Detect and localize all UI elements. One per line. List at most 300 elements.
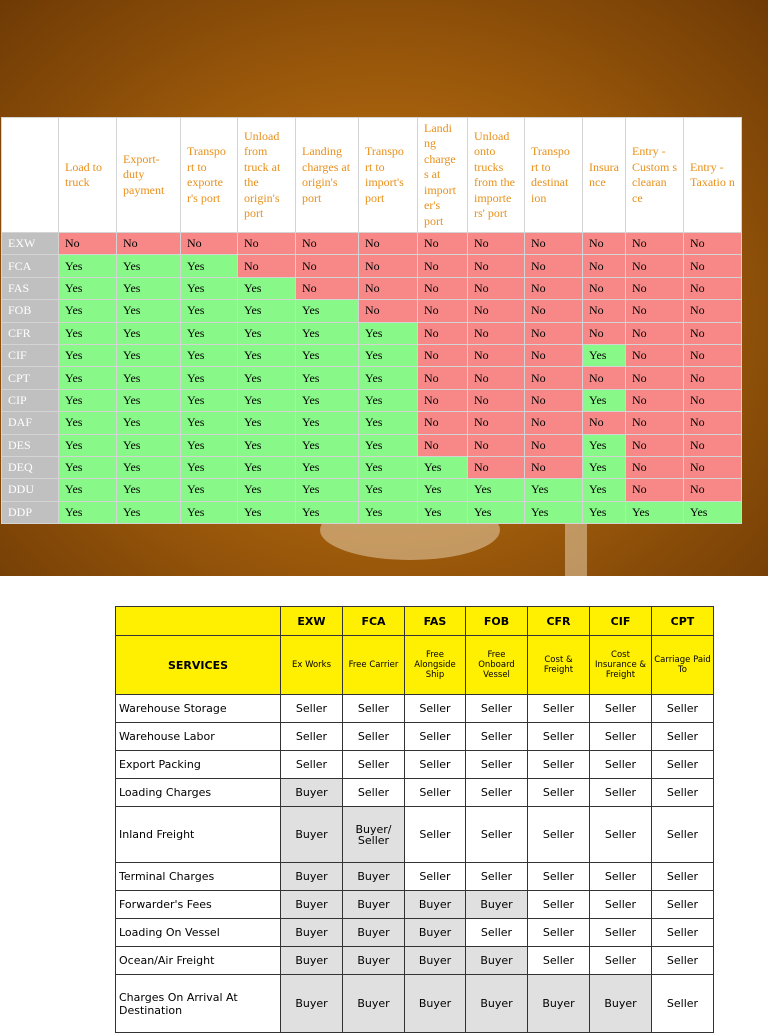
responsibility-cell: No [181, 233, 238, 255]
responsibility-cell: Buyer [343, 919, 405, 947]
responsibility-cell: Yes [418, 501, 468, 523]
column-header: Landing charges at origin's port [296, 118, 359, 233]
service-row [116, 947, 714, 975]
term-name-header: Free Onboard Vessel [466, 636, 528, 695]
responsibility-cell: Seller [590, 919, 652, 947]
service-name: Terminal Charges [116, 863, 281, 891]
responsibility-cell: Yes [238, 479, 296, 501]
column-header: Transpo rt to destinat ion [525, 118, 583, 233]
responsibility-cell: Buyer [281, 807, 343, 863]
responsibility-cell: Buyer [281, 947, 343, 975]
responsibility-cell: Buyer [343, 947, 405, 975]
responsibility-cell: No [418, 344, 468, 366]
term-name-header: Ex Works [281, 636, 343, 695]
responsibility-cell: Seller [343, 779, 405, 807]
services-code-row [116, 607, 714, 636]
responsibility-cell: Seller [652, 947, 714, 975]
responsibility-cell: Yes [59, 277, 117, 299]
responsibility-cell: No [626, 322, 684, 344]
responsibility-cell: No [525, 367, 583, 389]
term-code: CFR [2, 322, 59, 344]
responsibility-cell: No [418, 367, 468, 389]
service-row [116, 919, 714, 947]
responsibility-cell: Seller [652, 891, 714, 919]
responsibility-cell: No [59, 233, 117, 255]
responsibility-cell: No [359, 255, 418, 277]
responsibility-cell: Seller [652, 779, 714, 807]
responsibility-cell: No [468, 434, 525, 456]
responsibility-cell: No [525, 412, 583, 434]
term-row [2, 389, 742, 411]
term-row [2, 322, 742, 344]
service-name: Inland Freight [116, 807, 281, 863]
term-code: DDP [2, 501, 59, 523]
responsibility-cell: Yes [583, 479, 626, 501]
responsibility-cell: Seller [343, 695, 405, 723]
column-header: Load to truck [59, 118, 117, 233]
responsibility-cell: Yes [359, 434, 418, 456]
responsibility-cell: Yes [583, 501, 626, 523]
responsibility-cell: Seller [590, 947, 652, 975]
responsibility-cell: Buyer [466, 947, 528, 975]
responsibility-cell: Yes [59, 412, 117, 434]
responsibility-cell: Yes [181, 412, 238, 434]
responsibility-cell: Seller [652, 807, 714, 863]
responsibility-cell: Seller [405, 863, 466, 891]
responsibility-cell: No [238, 233, 296, 255]
responsibility-cell: Yes [296, 456, 359, 478]
responsibility-cell: Yes [181, 367, 238, 389]
term-row [2, 277, 742, 299]
responsibility-cell: Yes [296, 300, 359, 322]
responsibility-cell: Buyer [343, 891, 405, 919]
responsibility-cell: Seller [652, 723, 714, 751]
responsibility-cell: Buyer [281, 779, 343, 807]
responsibility-cell: Yes [181, 255, 238, 277]
responsibility-cell: Yes [359, 322, 418, 344]
responsibility-cell: No [525, 322, 583, 344]
responsibility-cell: No [684, 389, 742, 411]
responsibility-cell: Yes [117, 322, 181, 344]
responsibility-cell: Yes [238, 456, 296, 478]
responsibility-cell: No [583, 255, 626, 277]
responsibility-cell: Seller [590, 891, 652, 919]
service-name: Warehouse Labor [116, 723, 281, 751]
responsibility-cell: No [525, 389, 583, 411]
responsibility-cell: Yes [117, 300, 181, 322]
responsibility-cell: No [468, 344, 525, 366]
responsibility-cell: Yes [238, 412, 296, 434]
term-row [2, 434, 742, 456]
responsibility-cell: Seller [590, 863, 652, 891]
responsibility-cell: Seller [528, 947, 590, 975]
term-row [2, 367, 742, 389]
responsibility-cell: No [583, 277, 626, 299]
responsibility-cell: No [468, 300, 525, 322]
responsibility-cell: No [359, 233, 418, 255]
responsibility-cell: No [525, 456, 583, 478]
responsibility-cell: No [359, 300, 418, 322]
responsibility-cell: Seller [466, 863, 528, 891]
responsibility-cell: Seller [466, 695, 528, 723]
service-name: Ocean/Air Freight [116, 947, 281, 975]
responsibility-cell: No [525, 434, 583, 456]
service-name: Forwarder's Fees [116, 891, 281, 919]
responsibility-cell: Buyer [281, 975, 343, 1033]
responsibility-cell: No [525, 233, 583, 255]
responsibility-cell: Yes [296, 434, 359, 456]
service-row [116, 751, 714, 779]
responsibility-cell: No [525, 255, 583, 277]
responsibility-cell: Seller [652, 863, 714, 891]
responsibility-cell: Seller [652, 751, 714, 779]
term-row [2, 456, 742, 478]
responsibility-cell: Seller [466, 807, 528, 863]
responsibility-cell: Seller [652, 975, 714, 1033]
responsibility-cell: Yes [181, 344, 238, 366]
responsibility-cell: Yes [418, 456, 468, 478]
responsibility-cell: No [626, 255, 684, 277]
services-name-row [116, 636, 714, 695]
responsibility-cell: Yes [359, 456, 418, 478]
responsibility-cell: No [525, 344, 583, 366]
responsibility-cell: No [583, 233, 626, 255]
responsibility-cell: No [583, 367, 626, 389]
term-code: DAF [2, 412, 59, 434]
term-name-header: Carriage Paid To [652, 636, 714, 695]
column-header: Unload onto trucks from the importe rs' port [468, 118, 525, 233]
responsibility-cell: Yes [468, 501, 525, 523]
service-name: Export Packing [116, 751, 281, 779]
service-row [116, 807, 714, 863]
responsibility-cell: Yes [181, 322, 238, 344]
responsibility-cell: Yes [181, 479, 238, 501]
responsibility-cell: Seller [528, 779, 590, 807]
responsibility-cell: No [238, 255, 296, 277]
responsibility-cell: No [684, 344, 742, 366]
responsibility-cell: Seller [528, 863, 590, 891]
responsibility-cell: Yes [583, 434, 626, 456]
responsibility-cell: No [418, 277, 468, 299]
term-code: EXW [2, 233, 59, 255]
term-code: FAS [2, 277, 59, 299]
responsibility-cell: No [626, 277, 684, 299]
responsibility-cell: Seller [528, 751, 590, 779]
responsibility-cell: Yes [117, 389, 181, 411]
responsibility-cell: No [583, 412, 626, 434]
responsibility-cell: Buyer [281, 863, 343, 891]
responsibility-cell: Buyer [281, 891, 343, 919]
responsibility-cell: Yes [238, 344, 296, 366]
responsibility-cell: Yes [359, 412, 418, 434]
responsibility-cell: Seller [590, 723, 652, 751]
service-name: Loading On Vessel [116, 919, 281, 947]
responsibility-cell: No [296, 277, 359, 299]
responsibility-cell: Yes [59, 367, 117, 389]
responsibility-cell: Seller [466, 723, 528, 751]
responsibility-cell: No [626, 300, 684, 322]
responsibility-cell: Yes [117, 255, 181, 277]
term-code-header: FOB [466, 607, 528, 636]
column-header: Landi ng charge s at import er's port [418, 118, 468, 233]
responsibility-cell: Yes [296, 322, 359, 344]
term-name-header: Free Carrier [343, 636, 405, 695]
responsibility-cell: No [626, 412, 684, 434]
responsibility-cell: Buyer [528, 975, 590, 1033]
responsibility-cell: No [684, 367, 742, 389]
term-row [2, 479, 742, 501]
responsibility-cell: Yes [296, 501, 359, 523]
responsibility-cell: Yes [296, 367, 359, 389]
responsibility-cell: Seller [652, 695, 714, 723]
services-corner-cell [116, 607, 281, 636]
responsibility-cell: No [525, 300, 583, 322]
term-code: DEQ [2, 456, 59, 478]
responsibility-cell: Seller [281, 695, 343, 723]
responsibility-cell: No [418, 300, 468, 322]
responsibility-cell: No [418, 434, 468, 456]
responsibility-cell: Yes [238, 389, 296, 411]
responsibility-cell: Yes [181, 389, 238, 411]
responsibility-cell: Seller [405, 807, 466, 863]
responsibility-cell: Seller [405, 723, 466, 751]
responsibility-cell: No [626, 479, 684, 501]
responsibility-cell: No [684, 277, 742, 299]
responsibility-cell: Buyer [466, 891, 528, 919]
responsibility-cell: No [418, 255, 468, 277]
term-name-header: Cost Insurance & Freight [590, 636, 652, 695]
responsibility-cell: Yes [359, 479, 418, 501]
term-code: FCA [2, 255, 59, 277]
responsibility-cell: Seller [590, 695, 652, 723]
column-header: Insura nce [583, 118, 626, 233]
responsibility-cell: Seller [528, 919, 590, 947]
responsibility-cell: No [626, 233, 684, 255]
responsibility-cell: No [468, 389, 525, 411]
responsibility-cell: Seller [405, 751, 466, 779]
responsibility-cell: Buyer [405, 891, 466, 919]
responsibility-cell: Yes [583, 389, 626, 411]
responsibility-cell: Yes [359, 344, 418, 366]
responsibility-cell: No [468, 277, 525, 299]
responsibility-cell: Yes [181, 434, 238, 456]
responsibility-cell: No [626, 344, 684, 366]
services-responsibility-table [115, 606, 714, 1033]
responsibility-cell: Yes [117, 501, 181, 523]
responsibility-cell: Yes [684, 501, 742, 523]
responsibility-cell: Yes [117, 479, 181, 501]
responsibility-cell: Yes [117, 367, 181, 389]
column-header: Unload from truck at the origin's port [238, 118, 296, 233]
responsibility-cell: Seller [652, 919, 714, 947]
responsibility-cell: Seller [281, 751, 343, 779]
term-code: DES [2, 434, 59, 456]
responsibility-cell: No [684, 479, 742, 501]
responsibility-cell: Seller [590, 779, 652, 807]
responsibility-cell: Yes [59, 501, 117, 523]
responsibility-cell: No [626, 389, 684, 411]
responsibility-cell: Yes [181, 456, 238, 478]
responsibility-cell: Yes [359, 501, 418, 523]
responsibility-cell: Seller [528, 723, 590, 751]
responsibility-cell: Seller [405, 779, 466, 807]
service-row [116, 723, 714, 751]
services-label: SERVICES [116, 636, 281, 695]
responsibility-cell: Buyer [343, 863, 405, 891]
responsibility-cell: Yes [359, 367, 418, 389]
service-row [116, 695, 714, 723]
responsibility-cell: Seller [405, 695, 466, 723]
service-row [116, 891, 714, 919]
responsibility-cell: Seller [528, 695, 590, 723]
responsibility-cell: Yes [359, 389, 418, 411]
responsibility-cell: No [684, 322, 742, 344]
term-row [2, 501, 742, 523]
responsibility-cell: No [626, 456, 684, 478]
responsibility-cell: Yes [238, 501, 296, 523]
responsibility-cell: No [296, 255, 359, 277]
column-header: Export-duty payment [117, 118, 181, 233]
responsibility-cell: No [418, 412, 468, 434]
responsibility-cell: Yes [238, 322, 296, 344]
responsibility-cell: Yes [117, 456, 181, 478]
responsibility-cell: Seller [590, 807, 652, 863]
responsibility-cell: No [296, 233, 359, 255]
column-header: Transpo rt to import's port [359, 118, 418, 233]
term-row [2, 300, 742, 322]
responsibility-cell: No [525, 277, 583, 299]
responsibility-cell: Yes [418, 479, 468, 501]
responsibility-cell: Yes [59, 479, 117, 501]
responsibility-cell: No [117, 233, 181, 255]
responsibility-cell: Seller [343, 751, 405, 779]
responsibility-cell: Seller [466, 919, 528, 947]
term-code: DDU [2, 479, 59, 501]
responsibility-cell: Seller [466, 779, 528, 807]
responsibility-cell: Seller [466, 751, 528, 779]
responsibility-cell: Yes [181, 300, 238, 322]
responsibility-cell: Seller [528, 891, 590, 919]
responsibility-cell: No [626, 434, 684, 456]
responsibility-cell: Seller [528, 807, 590, 863]
responsibility-cell: Buyer [590, 975, 652, 1033]
responsibility-cell: Yes [181, 277, 238, 299]
responsibility-cell: Seller [590, 751, 652, 779]
responsibility-cell: No [684, 456, 742, 478]
responsibility-cell: Yes [117, 344, 181, 366]
responsibility-cell: Yes [117, 434, 181, 456]
service-row [116, 779, 714, 807]
background-stand-decoration [565, 520, 587, 576]
responsibility-cell: No [359, 277, 418, 299]
responsibility-cell: Yes [238, 300, 296, 322]
term-code-header: FCA [343, 607, 405, 636]
responsibility-cell: Yes [296, 344, 359, 366]
term-code: FOB [2, 300, 59, 322]
responsibility-cell: Yes [59, 255, 117, 277]
responsibility-cell: Buyer [281, 919, 343, 947]
term-code-header: EXW [281, 607, 343, 636]
responsibility-cell: No [468, 322, 525, 344]
term-row [2, 412, 742, 434]
service-name: Loading Charges [116, 779, 281, 807]
responsibility-cell: No [418, 322, 468, 344]
responsibility-cell: Yes [525, 501, 583, 523]
responsibility-cell: Yes [59, 456, 117, 478]
responsibility-cell: No [626, 367, 684, 389]
responsibility-cell: No [684, 233, 742, 255]
responsibility-cell: Buyer [405, 975, 466, 1033]
term-code: CIF [2, 344, 59, 366]
term-code-header: CIF [590, 607, 652, 636]
term-row [2, 233, 742, 255]
service-name: Charges On Arrival At Destination [116, 975, 281, 1033]
term-row [2, 255, 742, 277]
responsibility-cell: Yes [181, 501, 238, 523]
responsibility-cell: Yes [117, 412, 181, 434]
service-row [116, 863, 714, 891]
responsibility-cell: No [468, 412, 525, 434]
responsibility-cell: Buyer [466, 975, 528, 1033]
responsibility-cell: Yes [59, 300, 117, 322]
term-row [2, 344, 742, 366]
term-code-header: CFR [528, 607, 590, 636]
responsibility-cell: Yes [117, 277, 181, 299]
incoterms-responsibility-table [1, 117, 742, 524]
responsibility-cell: No [684, 300, 742, 322]
responsibility-cell: No [583, 322, 626, 344]
header-corner-cell [2, 118, 59, 233]
responsibility-cell: Yes [525, 479, 583, 501]
term-name-header: Free Alongside Ship [405, 636, 466, 695]
service-name: Warehouse Storage [116, 695, 281, 723]
responsibility-cell: No [418, 233, 468, 255]
responsibility-cell: Yes [296, 479, 359, 501]
responsibility-cell: Yes [59, 322, 117, 344]
responsibility-cell: Yes [238, 434, 296, 456]
responsibility-cell: No [684, 434, 742, 456]
term-code: CIP [2, 389, 59, 411]
responsibility-cell: Yes [583, 344, 626, 366]
responsibility-cell: No [418, 389, 468, 411]
responsibility-cell: Yes [59, 434, 117, 456]
responsibility-cell: No [468, 255, 525, 277]
responsibility-cell: Yes [583, 456, 626, 478]
responsibility-cell: Yes [468, 479, 525, 501]
responsibility-cell: No [468, 233, 525, 255]
responsibility-cell: Seller [343, 723, 405, 751]
responsibility-cell: Yes [238, 367, 296, 389]
column-header: Entry - Custom s clearan ce [626, 118, 684, 233]
term-code: CPT [2, 367, 59, 389]
responsibility-cell: Yes [59, 344, 117, 366]
responsibility-cell: Buyer [343, 975, 405, 1033]
responsibility-cell: No [684, 255, 742, 277]
responsibility-cell: Buyer/ Seller [343, 807, 405, 863]
term-code-header: CPT [652, 607, 714, 636]
responsibility-cell: No [684, 412, 742, 434]
term-code-header: FAS [405, 607, 466, 636]
responsibility-cell: Yes [59, 389, 117, 411]
responsibility-cell: Yes [238, 277, 296, 299]
responsibility-cell: Seller [281, 723, 343, 751]
responsibility-cell: Buyer [405, 947, 466, 975]
responsibility-cell: Yes [296, 412, 359, 434]
responsibility-cell: No [583, 300, 626, 322]
responsibility-cell: Yes [296, 389, 359, 411]
responsibility-cell: No [468, 456, 525, 478]
column-header: Entry - Taxatio n [684, 118, 742, 233]
